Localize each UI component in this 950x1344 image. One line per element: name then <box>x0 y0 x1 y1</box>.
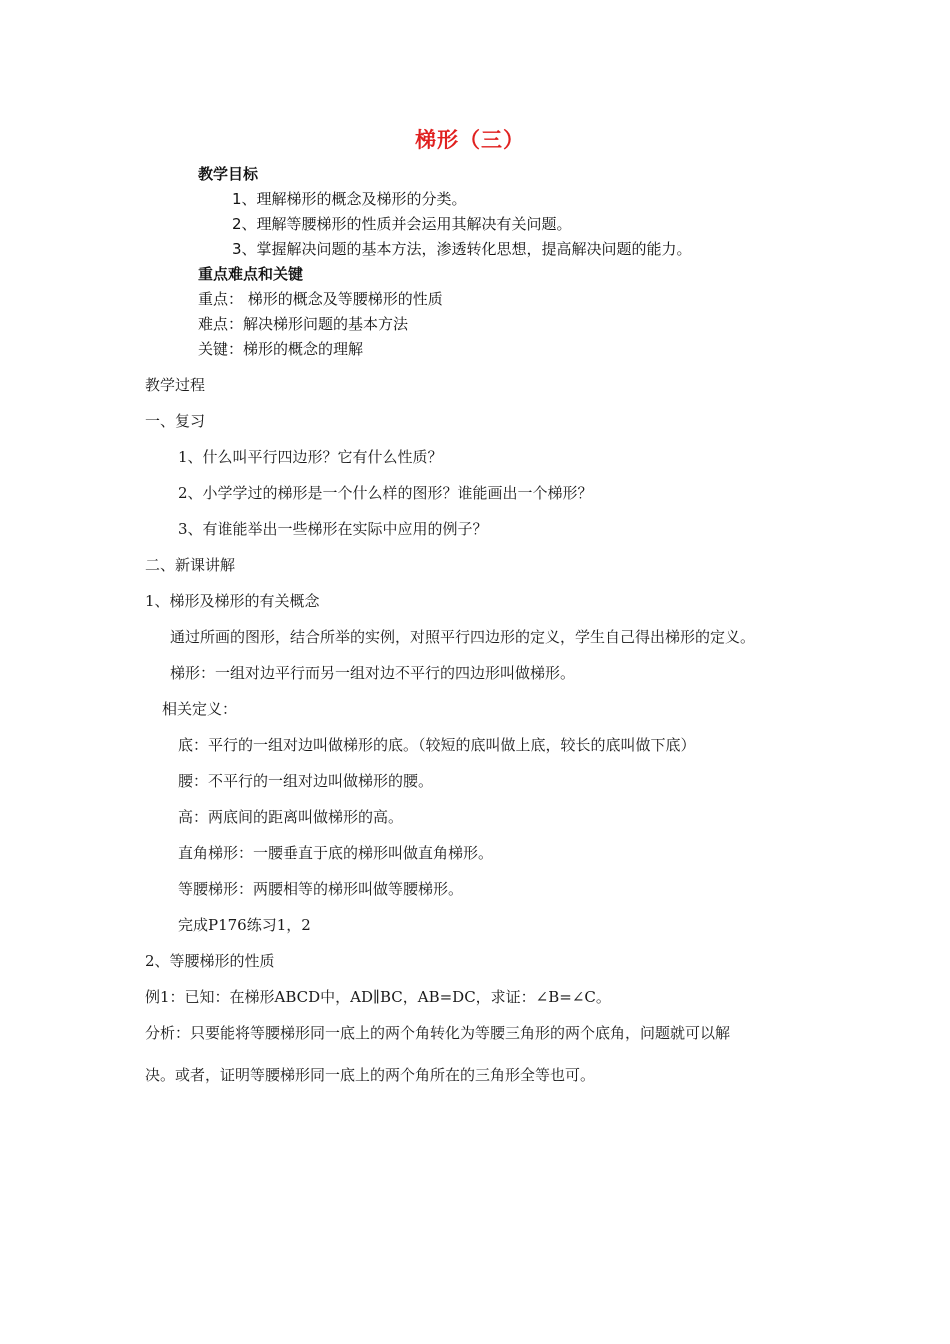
process-heading: 教学过程 <box>145 376 206 394</box>
analysis-line: 分析：只要能将等腰梯形同一底上的两个角转化为等腰三角形的两个底角，问题就可以解 <box>145 1024 731 1042</box>
objective-item: 3、掌握解决问题的基本方法，渗透转化思想，提高解决问题的能力。 <box>232 240 692 258</box>
example1: 例1：已知：在梯形ABCD中，AD∥BC，AB=DC，求证：∠B=∠C。 <box>145 988 611 1006</box>
section1-heading: 1、梯形及梯形的有关概念 <box>145 592 320 610</box>
review-heading: 一、复习 <box>145 412 206 430</box>
objectives-heading: 教学目标 <box>198 165 259 183</box>
difficulty-line: 难点：解决梯形问题的基本方法 <box>198 315 409 333</box>
review-item: 2、小学学过的梯形是一个什么样的图形？谁能画出一个梯形？ <box>178 484 593 502</box>
exercise-note: 完成P176练习1，2 <box>178 916 311 934</box>
definition-height: 高：两底间的距离叫做梯形的高。 <box>178 808 404 826</box>
key-points-heading: 重点难点和关键 <box>198 265 304 283</box>
definition-right-trapezoid: 直角梯形：一腰垂直于底的梯形叫做直角梯形。 <box>178 844 494 862</box>
review-item: 1、什么叫平行四边形？它有什么性质？ <box>178 448 443 466</box>
key-line: 关键：梯形的概念的理解 <box>198 340 364 358</box>
focus-line: 重点： 梯形的概念及等腰梯形的性质 <box>198 290 443 308</box>
related-definitions-heading: 相关定义： <box>162 700 238 718</box>
section2-heading: 2、等腰梯形的性质 <box>145 952 275 970</box>
definition-leg: 腰：不平行的一组对边叫做梯形的腰。 <box>178 772 434 790</box>
document-title: 梯形（三） <box>415 128 525 152</box>
analysis-line: 决。或者，证明等腰梯形同一底上的两个角所在的三角形全等也可。 <box>145 1066 596 1084</box>
objective-item: 2、理解等腰梯形的性质并会运用其解决有关问题。 <box>232 215 572 233</box>
objective-item: 1、理解梯形的概念及梯形的分类。 <box>232 190 467 208</box>
trapezoid-definition: 梯形：一组对边平行而另一组对边不平行的四边形叫做梯形。 <box>170 664 576 682</box>
section1-intro: 通过所画的图形，结合所举的实例，对照平行四边形的定义，学生自己得出梯形的定义。 <box>170 628 756 646</box>
definition-isosceles-trapezoid: 等腰梯形：两腰相等的梯形叫做等腰梯形。 <box>178 880 464 898</box>
review-item: 3、有谁能举出一些梯形在实际中应用的例子？ <box>178 520 488 538</box>
new-lesson-heading: 二、新课讲解 <box>145 556 236 574</box>
definition-base: 底：平行的一组对边叫做梯形的底。（较短的底叫做上底，较长的底叫做下底） <box>178 736 696 754</box>
